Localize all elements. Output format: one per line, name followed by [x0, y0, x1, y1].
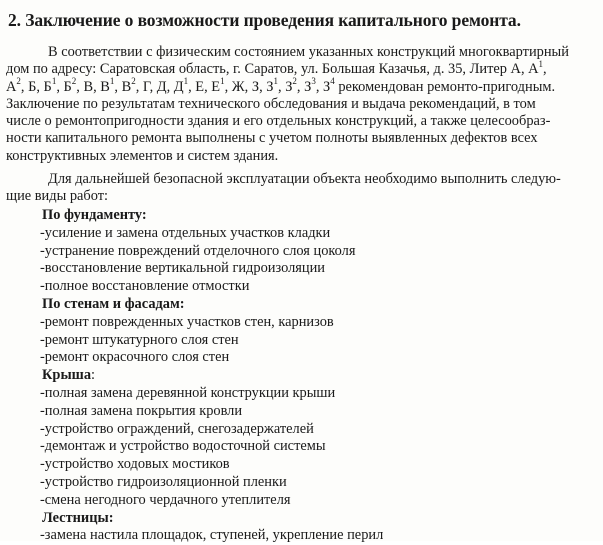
list-item: -усиление и замена отдельных участков кладки: [40, 224, 331, 241]
section-title-walls: По стенам и фасадам:: [42, 295, 185, 312]
conclusion-paragraph: [6, 44, 594, 165]
paragraph-line: В соответствии с физическим состоянием указанных конструкций многоквартирный: [48, 44, 569, 60]
paragraph-line: ности капитального ремонта выполнены с учетом полноты выявленных дефектов всех: [6, 130, 538, 147]
list-item: -ремонт поврежденных участков стен, карнизов: [40, 313, 334, 330]
liter-list-line: $А^2$, Б, $Б^1$, $Б^2$, В, $В^1$, $В^2$, Г, Д, $Д^1$, Е, $Е^1$, Ж, З, $З^1$, $З^2$, $З^3$, $З^4$ рекомендован ремонто-пригодным.: [6, 75, 556, 95]
list-item: -замена настила площадок, ступеней, укрепление перил: [40, 527, 384, 544]
list-item: -устранение повреждений отделочного слоя цоколя: [40, 242, 356, 259]
address-line: дом по адресу: Саратовская область, г. Саратов, ул. Большая Казачья, д. 35, Литер А, $А^1$,: [6, 58, 547, 78]
list-item: -устройство ограждений, снегозадержателей: [40, 420, 314, 437]
list-item: -ремонт окрасочного слоя стен: [40, 349, 230, 366]
section-title-roof: Крыша:: [42, 367, 96, 384]
paragraph-line: числе о ремонтопригодности здания и его отдельных конструкций, а также целесообраз-: [6, 113, 551, 130]
list-item: -полная замена покрытия кровли: [40, 402, 243, 419]
works-intro-paragraph: [6, 171, 594, 206]
section-title-stairs: Лестницы:: [42, 509, 114, 526]
section-title-foundation: По фундаменту:: [42, 207, 147, 223]
list-item: -восстановление вертикальной гидроизоляции: [40, 260, 325, 277]
list-item: -демонтаж и устройство водосточной системы: [40, 438, 326, 455]
list-item: -смена негодного чердачного утеплителя: [40, 491, 291, 508]
list-item: -полная замена деревянной конструкции крыши: [40, 384, 336, 401]
list-item: -ремонт штукатурного слоя стен: [40, 331, 239, 348]
list-item: -устройство гидроизоляционной пленки: [40, 473, 287, 490]
works-list: [40, 207, 383, 545]
paragraph-line: конструктивных элементов и систем здания.: [6, 147, 279, 164]
list-item: -устройство ходовых мостиков: [40, 456, 230, 473]
paragraph-line: Для дальнейшей безопасной эксплуатации объекта необходимо выполнить следую-: [48, 171, 561, 187]
list-item: -полное восстановление отмостки: [40, 278, 250, 295]
paragraph-line: щие виды работ:: [6, 188, 109, 205]
paragraph-line: Заключение по результатам технического обследования и выдача рекомендаций, в том: [6, 95, 536, 112]
section-heading: 2. Заключение о возможности проведения капитального ремонта.: [8, 10, 521, 30]
